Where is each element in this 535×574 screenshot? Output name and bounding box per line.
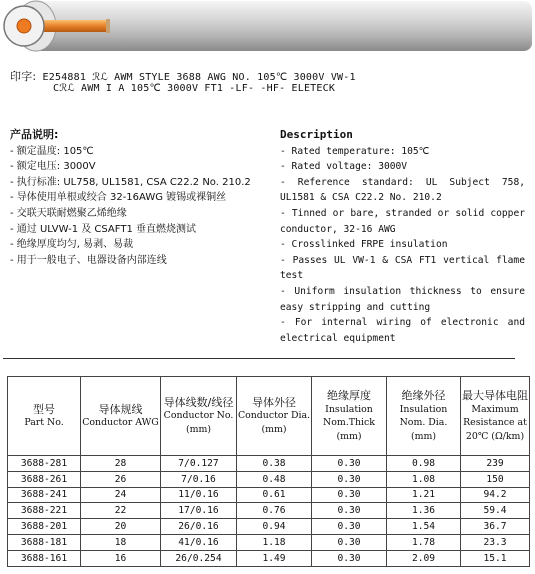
table-row (8, 503, 530, 519)
table-cell: 0.30 (312, 550, 387, 566)
table-cell: 1.78 (387, 534, 461, 550)
description-cn-item: - 额定温度: 105℃ (10, 145, 94, 157)
table-cell: 1.54 (387, 519, 461, 535)
description-cn-item: - 绝缘厚度均匀, 易剥、易裁 (10, 239, 134, 251)
table-cell: 59.4 (461, 503, 530, 519)
header-conductor-no: 导体线数/线径 Conductor No. (mm) (161, 377, 237, 456)
wire-conductor (36, 20, 106, 32)
print-line-1 (10, 68, 356, 84)
table-cell: 0.30 (312, 487, 387, 503)
table-cell: 28 (81, 456, 161, 472)
print-line-2 (53, 83, 335, 94)
table-cell: 26 (81, 471, 161, 487)
description-cn-item: - 交联天联耐燃聚乙烯绝缘 (10, 207, 127, 219)
table-cell: 7/0.16 (161, 471, 237, 487)
table-cell: 0.30 (312, 519, 387, 535)
header-max-resistance: 最大导体电阻 Maximum Resistance at 20℃ (Ω/km) (461, 377, 530, 456)
wire-illustration (0, 0, 535, 56)
table-cell: 17/0.16 (161, 503, 237, 519)
table-cell: 94.2 (461, 487, 530, 503)
description-en-item: - Uniform insulation thickness to ensure easy stripping and cutting (280, 285, 525, 313)
description-en-item: - Rated voltage: 3000V (280, 161, 408, 173)
table-cell: 23.3 (461, 534, 530, 550)
table-cell: 0.30 (312, 534, 387, 550)
table-cell: 0.61 (237, 487, 312, 503)
table-cell: 239 (461, 456, 530, 472)
section-divider (3, 358, 515, 359)
table-cell: 7/0.127 (161, 456, 237, 472)
conductor-core (17, 19, 31, 33)
table-cell: 0.76 (237, 503, 312, 519)
header-insulation-thick: 绝缘厚度 Insulation Nom.Thick (mm) (312, 377, 387, 456)
table-cell: 3688-221 (8, 503, 81, 519)
table-header-row (8, 377, 530, 456)
table-row (8, 534, 530, 550)
table-cell: 15.1 (461, 550, 530, 566)
table-cell: 3688-161 (8, 550, 81, 566)
description-en-item: - Tinned or bare, stranded or solid copper conductor, 32-16 AWG (280, 207, 525, 235)
table-cell: 2.09 (387, 550, 461, 566)
description-cn-item: - 通过 ULVW-1 及 CSAFT1 垂直燃烧测试 (10, 223, 196, 235)
table-cell: 0.30 (312, 503, 387, 519)
description-cn-item: - 额定电压: 3000V (10, 161, 96, 173)
description-en-item: - Rated temperature: 105℃ (280, 145, 430, 157)
print-text-1: E254881 ℛℒ AWM STYLE 3688 AWG NO. 105℃ 3000V VW-1 (42, 72, 356, 83)
table-cell: 24 (81, 487, 161, 503)
table-cell: 0.30 (312, 456, 387, 472)
table-cell: 26/0.16 (161, 519, 237, 535)
table-cell: 3688-181 (8, 534, 81, 550)
table-cell: 1.21 (387, 487, 461, 503)
description-cn-item: - 用于一般电子、电器设备内部连线 (10, 254, 167, 266)
table-cell: 22 (81, 503, 161, 519)
table-cell: 36.7 (461, 519, 530, 535)
table-cell: 18 (81, 534, 161, 550)
spec-table (7, 376, 530, 567)
table-cell: 20 (81, 519, 161, 535)
table-row (8, 471, 530, 487)
table-cell: 1.08 (387, 471, 461, 487)
table-body (8, 456, 530, 567)
table-cell: 0.94 (237, 519, 312, 535)
table-cell: 3688-201 (8, 519, 81, 535)
description-en-item: - Passes UL VW-1 & CSA FT1 vertical flame test (280, 254, 525, 282)
header-conductor-awg: 导体规线 Conductor AWG (81, 377, 161, 456)
table-cell: 150 (461, 471, 530, 487)
table-row (8, 550, 530, 566)
table-cell: 0.30 (312, 471, 387, 487)
description-cn-title: 产品说明: (10, 128, 59, 141)
header-conductor-dia: 导体外径 Conductor Dia. (mm) (237, 377, 312, 456)
table-cell: 0.38 (237, 456, 312, 472)
description-en (280, 127, 525, 346)
table-cell: 16 (81, 550, 161, 566)
table-row (8, 519, 530, 535)
print-label: 印字: (10, 70, 37, 83)
table-cell: 1.49 (237, 550, 312, 566)
header-part-no: 型号 Part No. (8, 377, 81, 456)
description-en-title: Description (280, 128, 353, 141)
description-cn-item: - 执行标准: UL758, UL1581, CSA C22.2 No. 210.2 (10, 176, 251, 188)
header-insulation-dia: 绝缘外径 Insulation Nom. Dia. (mm) (387, 377, 461, 456)
description-en-item: - Reference standard: UL Subject 758, UL1581 & CSA C22.2 No. 210.2 (280, 176, 525, 204)
table-cell: 41/0.16 (161, 534, 237, 550)
description-cn-item: - 导体使用单根或绞合 32-16AWG 镀锡或裸铜丝 (10, 192, 227, 204)
table-cell: 3688-281 (8, 456, 81, 472)
table-row (8, 487, 530, 503)
table-cell: 3688-241 (8, 487, 81, 503)
table-cell: 1.18 (237, 534, 312, 550)
table-cell: 1.36 (387, 503, 461, 519)
table-row (8, 456, 530, 472)
table-cell: 3688-261 (8, 471, 81, 487)
description-en-item: - Crosslinked FRPE insulation (280, 239, 448, 251)
description-cn (10, 127, 272, 268)
description-en-item: - For internal wiring of electronic and electrical equipment (280, 317, 525, 344)
table-cell: 0.98 (387, 456, 461, 472)
table-cell: 11/0.16 (161, 487, 237, 503)
table-cell: 26/0.254 (161, 550, 237, 566)
print-text-2: Cℛℒ AWM I A 105℃ 3000V FT1 -LF- -HF- ELETECK (53, 83, 336, 94)
table-cell: 0.48 (237, 471, 312, 487)
